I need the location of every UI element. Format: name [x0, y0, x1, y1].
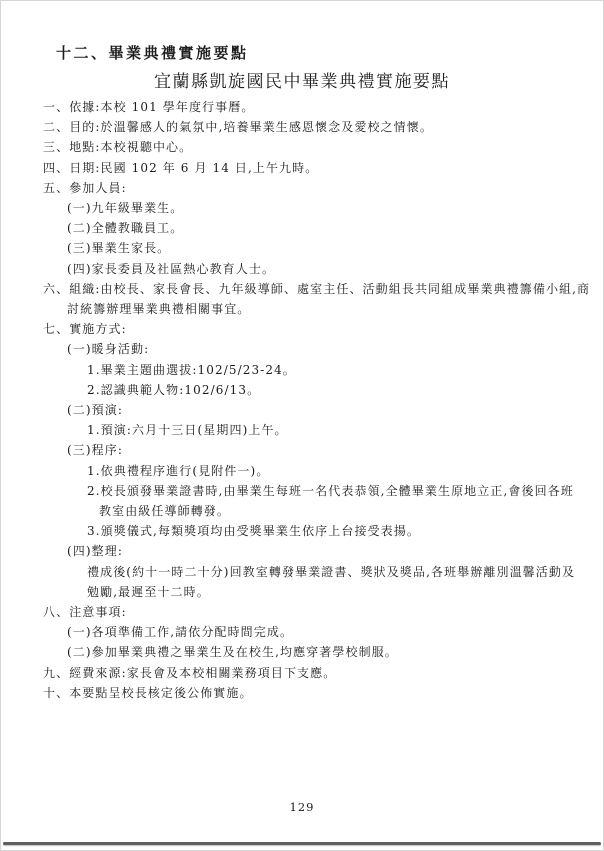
document-content	[1, 1, 603, 703]
document-line: 禮成後(約十一時二十分)回教室轉發畢業證書、獎狀及獎品,各班舉辦離別溫馨活動及	[87, 564, 576, 579]
document-line: 勉勵,最遲至十二時。	[87, 584, 210, 599]
document-line: (二)全體教職員工。	[67, 221, 184, 236]
document-line: 教室由級任導師轉發。	[99, 504, 231, 519]
page-number: 129	[289, 800, 315, 814]
document-line: 2.認識典範人物:102/6/13。	[87, 382, 261, 397]
document-line: 討統籌辦理畢業典禮相關事宜。	[67, 302, 251, 317]
document-line: 1.預演:六月十三日(星期四)上午。	[87, 423, 288, 438]
document-line: 1.畢業主題曲選拔:102/5/23-24。	[87, 362, 296, 377]
document-line: (一)九年級畢業生。	[67, 201, 184, 216]
section-title: 十二、畢業典禮實施要點	[56, 44, 249, 62]
document-line: 七、實施方式:	[43, 322, 127, 337]
document-line: 二、目的:於溫馨感人的氣氛中,培養畢業生感恩懷念及愛校之情懷。	[43, 120, 433, 135]
document-line: (二)參加畢業典禮之畢業生及在校生,均應穿著學校制服。	[67, 645, 398, 660]
document-line: (三)畢業生家長。	[67, 241, 171, 256]
document-line: (三)程序:	[67, 443, 124, 458]
document-line: 1.依典禮程序進行(見附件一)。	[87, 463, 270, 478]
document-line: (一)各項準備工作,請依分配時間完成。	[67, 625, 294, 640]
document-line: (四)整理:	[67, 544, 124, 559]
document-line: 九、經費來源:家長會及本校相關業務項目下支應。	[43, 665, 337, 680]
document-line: (四)家長委員及社區熱心教育人士。	[67, 261, 276, 276]
document-line: 三、地點:本校視聽中心。	[43, 140, 193, 155]
document-line: 十、本要點呈校長核定後公佈實施。	[43, 685, 253, 700]
page-bottom-edge-rule	[3, 842, 601, 845]
document-line: (二)預演:	[67, 403, 124, 418]
document-line: 2.校長頒發畢業證書時,由畢業生每班一名代表恭領,全體畢業生原地立正,會後回各班	[87, 483, 574, 498]
document-line: (一)暖身活動:	[67, 342, 150, 357]
document-line: 八、注意事項:	[43, 605, 127, 620]
document-line: 五、參加人員:	[43, 180, 127, 195]
document-line: 四、日期:民國 102 年 6 月 14 日,上午九時。	[43, 160, 319, 175]
document-title: 宜蘭縣凱旋國民中畢業典禮實施要點	[154, 72, 450, 92]
document-line: 一、依據:本校 101 學年度行事曆。	[43, 100, 255, 114]
document-line: 3.頒獎儀式,每類獎項均由受獎畢業生依序上台接受表揚。	[87, 524, 420, 539]
document-body	[1, 97, 603, 703]
document-line: 六、組織:由校長、家長會長、九年級導師、處室主任、活動組長共同組成畢業典禮籌備小組,商	[43, 281, 591, 296]
